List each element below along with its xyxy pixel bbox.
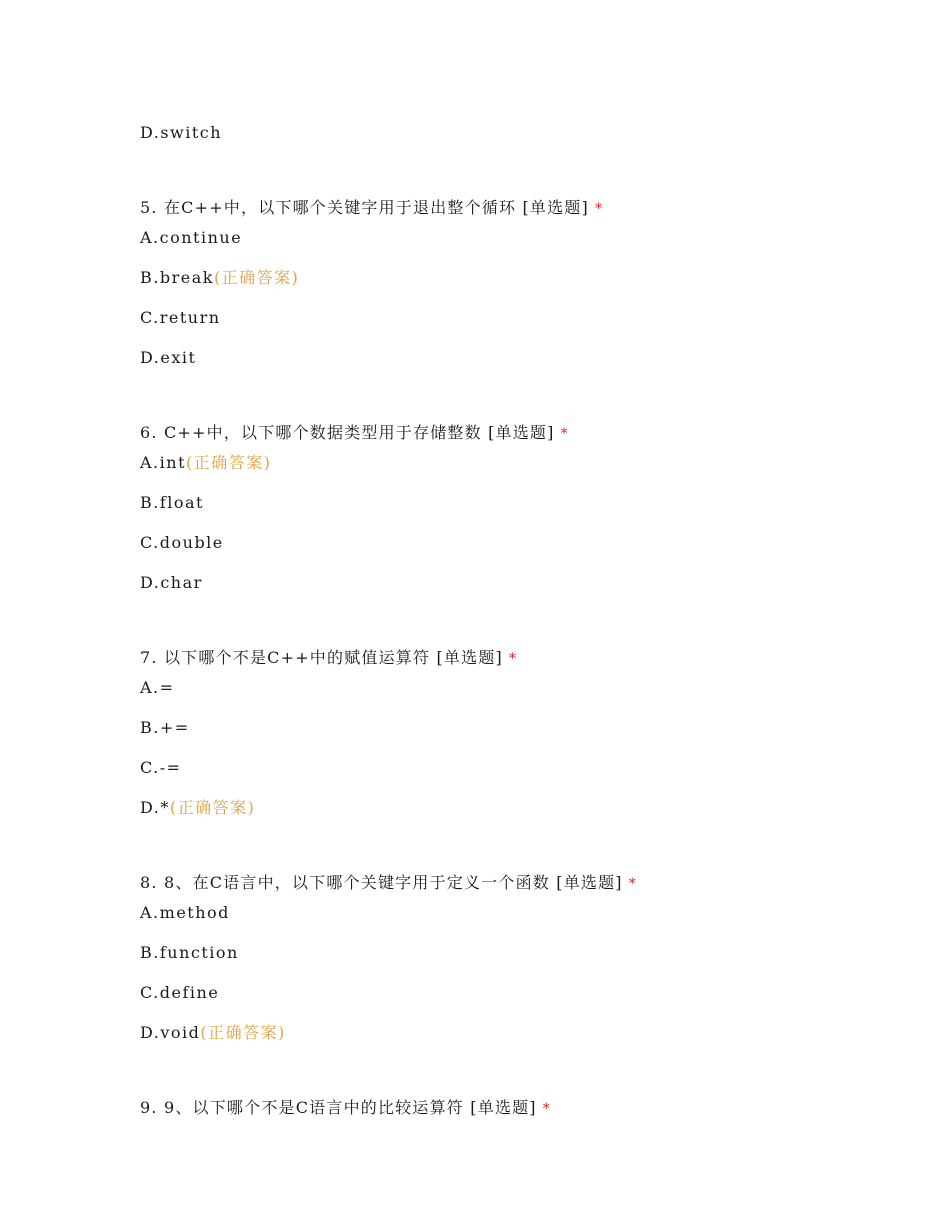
q9-title xyxy=(140,1098,551,1119)
q8-title-text: 8. 8、在C语言中，以下哪个关键字用于定义一个函数 [单选题] xyxy=(140,873,623,892)
q4-option-d-label: D.switch xyxy=(140,123,223,142)
q6-option-c-label: C.double xyxy=(140,533,224,552)
q8-option-c-label: C.define xyxy=(140,983,220,1002)
correct-answer-marker: (正确答案) xyxy=(200,1023,286,1042)
required-asterisk: * xyxy=(542,1101,551,1117)
q5-option-a-label: A.continue xyxy=(140,228,243,247)
q6-title xyxy=(140,423,569,444)
required-asterisk: * xyxy=(594,201,604,217)
q7-option-d xyxy=(140,798,255,818)
q7-title-text: 7. 以下哪个不是C++中的赋值运算符 [单选题] xyxy=(140,648,503,667)
q6-option-b-label: B.float xyxy=(140,493,204,512)
q5-option-c xyxy=(140,308,221,328)
correct-answer-marker: (正确答案) xyxy=(169,798,256,817)
q7-option-d-label: D.* xyxy=(140,798,170,817)
required-asterisk: * xyxy=(628,876,637,892)
q5-option-c-label: C.return xyxy=(140,308,221,327)
q6-option-c xyxy=(140,533,224,553)
q7-option-c-label: C.-= xyxy=(140,758,182,777)
q7-option-b xyxy=(140,718,190,738)
q7-option-b-label: B.+= xyxy=(140,718,190,737)
q5-option-d-label: D.exit xyxy=(140,348,197,367)
q9-title-text: 9. 9、以下哪个不是C语言中的比较运算符 [单选题] xyxy=(140,1098,537,1117)
q7-option-a-label: A.= xyxy=(140,678,175,697)
q8-option-b-label: B.function xyxy=(140,943,239,962)
q8-title xyxy=(140,873,637,894)
q6-option-a xyxy=(140,453,272,473)
q8-option-a-label: A.method xyxy=(140,903,230,922)
q5-title-text: 5. 在C++中，以下哪个关键字用于退出整个循环 [单选题] xyxy=(140,198,589,217)
q5-option-a xyxy=(140,228,242,248)
q8-option-b xyxy=(140,943,239,963)
q5-option-b xyxy=(140,268,299,288)
q5-option-d xyxy=(140,348,196,368)
q7-option-c xyxy=(140,758,182,778)
q8-option-d xyxy=(140,1023,286,1043)
q7-option-a xyxy=(140,678,175,698)
q6-option-a-label: A.int xyxy=(140,453,186,472)
correct-answer-marker: (正确答案) xyxy=(213,268,300,287)
q6-title-text: 6. C++中，以下哪个数据类型用于存储整数 [单选题] xyxy=(140,423,555,442)
q5-option-b-label: B.break xyxy=(140,268,214,287)
q6-option-d-label: D.char xyxy=(140,573,203,592)
q8-option-c xyxy=(140,983,219,1003)
required-asterisk: * xyxy=(560,426,569,442)
q5-title xyxy=(140,198,603,219)
required-asterisk: * xyxy=(508,651,518,667)
q4-option-d xyxy=(140,123,222,143)
q6-option-b xyxy=(140,493,204,513)
correct-answer-marker: (正确答案) xyxy=(186,453,272,472)
q8-option-d-label: D.void xyxy=(140,1023,201,1042)
q6-option-d xyxy=(140,573,203,593)
q7-title xyxy=(140,648,517,669)
q8-option-a xyxy=(140,903,230,923)
